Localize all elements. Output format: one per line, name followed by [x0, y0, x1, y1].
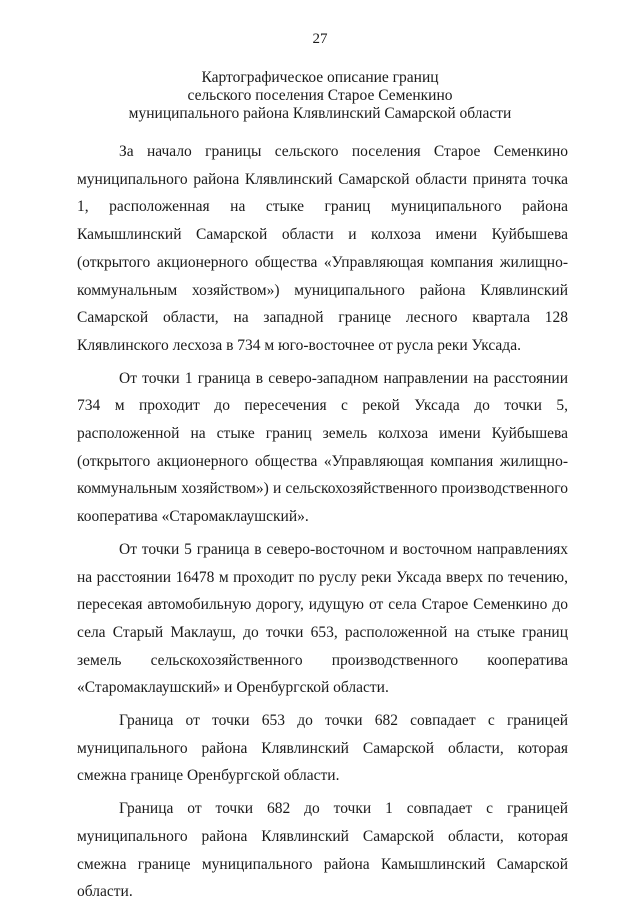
paragraph-point-5-to-653: От точки 5 граница в северо-восточном и восточном направлениях на расстоянии 16478 м проходит по руслу реки Уксада вверх по течению, пересекая автомобильную дорогу, идущую от села Старое Семенкино до села Старый Маклауш, до точки 653, расположенной на стыке границ земель сельскохозяйственного производственного кооператива «Старомаклаушский» и Оренбургской области.	[77, 540, 568, 697]
document-body	[77, 138, 568, 906]
paragraph-point-653-to-682: Граница от точки 653 до точки 682 совпадает с границей муниципального района Клявлинский Самарской области, которая смежна границе Оренбургской области.	[77, 712, 568, 785]
title-line-2: сельского поселения Старое Семенкино	[187, 87, 453, 104]
title-line-1: Картографическое описание границ	[201, 69, 439, 86]
paragraph-point-682-to-1: Граница от точки 682 до точки 1 совпадает с границей муниципального района Клявлинский Самарской области, которая смежна границе муниципального района Камышлинский Самарской области.	[77, 800, 568, 901]
page-number: 27	[312, 31, 328, 47]
paragraph-start-point: За начало границы сельского поселения Старое Семенкино муниципального района Клявлинский Самарской области принята точка 1, расположенная на стыке границ муниципального района Камышлинский Самарской области и колхоза имени Куйбышева (открытого акционерного общества «Управляющая компания жилищно-коммунальным хозяйством») муниципального района Клявлинский Самарской области, на западной границе лесного квартала 128 Клявлинского лесхоза в 734 м юго-восточнее от русла реки Уксада.	[77, 143, 568, 354]
paragraph-point-1-to-5: От точки 1 граница в северо-западном направлении на расстоянии 734 м проходит до пересечения с рекой Уксада до точки 5, расположенной на стыке границ земель колхоза имени Куйбышева (открытого акционерного общества «Управляющая компания жилищно-коммунальным хозяйством») и сельскохозяйственного производственного кооператива «Старомаклаушский».	[77, 369, 568, 526]
title-line-3: муниципального района Клявлинский Самарской области	[128, 105, 512, 122]
document-title	[0, 69, 640, 123]
